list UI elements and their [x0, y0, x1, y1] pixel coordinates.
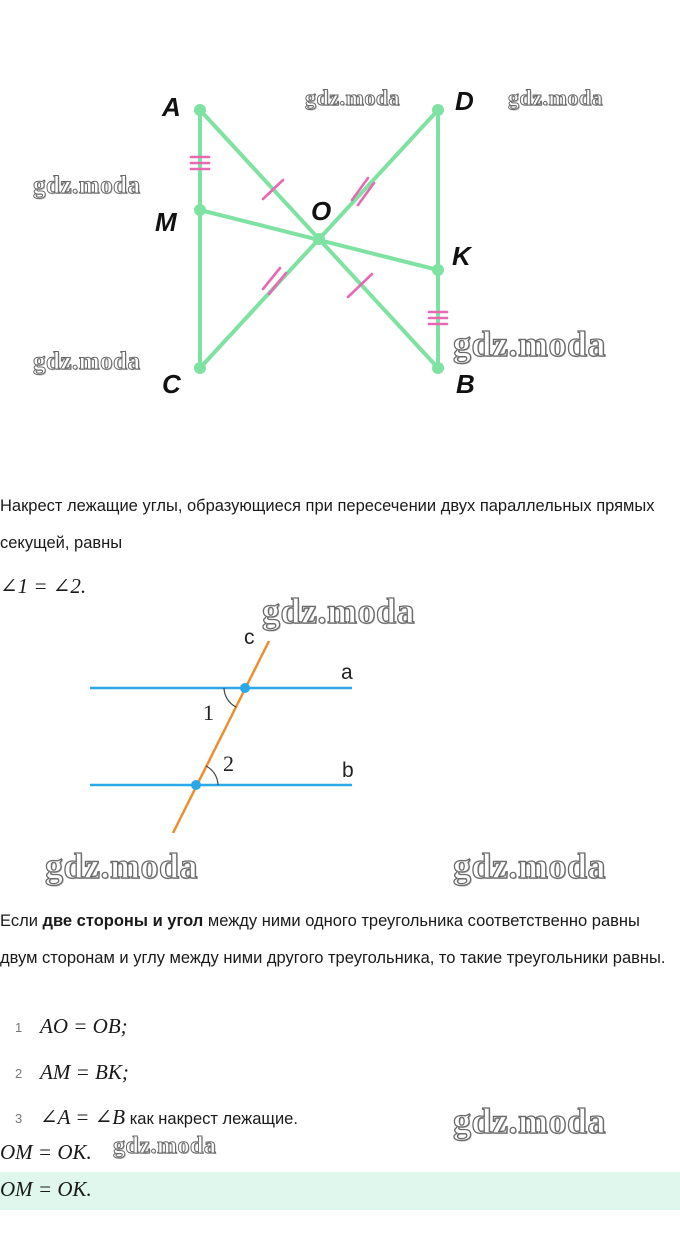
- watermark: gdz.moda: [113, 1133, 217, 1159]
- label-b: B: [456, 369, 475, 399]
- sas-text-bold: две стороны и угол: [42, 912, 204, 930]
- watermark: gdz.moda: [305, 85, 401, 110]
- point-a: [194, 104, 206, 116]
- list-equation: ∠A = ∠B: [40, 1105, 126, 1129]
- point-k: [432, 264, 444, 276]
- label-a: A: [162, 92, 181, 122]
- point-m: [194, 204, 206, 216]
- label-k: K: [452, 241, 471, 271]
- answer-box: [0, 1172, 680, 1210]
- label-o: O: [311, 196, 332, 226]
- angle-1-arc: [224, 688, 236, 707]
- conclusion-equation: OM = OK.: [0, 1140, 92, 1164]
- equation-angles: ∠1 = ∠2.: [0, 574, 87, 598]
- watermark: gdz.moda: [508, 85, 604, 110]
- watermark: gdz.moda: [453, 1101, 607, 1141]
- label-angle-1: 1: [203, 700, 214, 725]
- angle-2-arc: [206, 766, 218, 785]
- list-text: как накрест лежащие.: [125, 1110, 298, 1128]
- watermark: gdz.moda: [262, 591, 416, 631]
- list-equation: AM = BK;: [40, 1060, 129, 1084]
- label-line-a: a: [341, 661, 353, 684]
- list-equation: AO = OB;: [40, 1014, 128, 1038]
- label-d: D: [455, 86, 474, 116]
- sas-text-end: между ними одного треугольника соответственно равны двум сторонам и углу между ними другого треугольника, то такие треугольники равны.: [0, 912, 666, 967]
- sas-text-start: Если: [0, 912, 43, 930]
- label-line-c: c: [244, 626, 255, 649]
- point-b: [432, 362, 444, 374]
- watermark: gdz.moda: [33, 172, 141, 199]
- theorem-text-alternate-angles: Накрест лежащие углы, образующиеся при пересечении двух параллельных прямых секущей, равны: [0, 497, 655, 552]
- parallel-lines-figure: [0, 620, 680, 840]
- secant-c: [173, 641, 269, 833]
- watermark: gdz.moda: [453, 846, 607, 886]
- intersection-b: [191, 780, 201, 790]
- list-number: 1: [15, 1020, 23, 1035]
- list-number: 3: [15, 1111, 23, 1126]
- label-c: C: [162, 369, 181, 399]
- list-number: 2: [15, 1066, 23, 1081]
- point-d: [432, 104, 444, 116]
- watermark: gdz.moda: [33, 348, 141, 375]
- intersection-a: [240, 683, 250, 693]
- label-line-b: b: [342, 759, 354, 782]
- point-c: [194, 362, 206, 374]
- theorem-text-sas: [0, 903, 676, 977]
- answer-equation: OM = OK.: [0, 1177, 92, 1201]
- watermark: gdz.moda: [453, 324, 607, 364]
- watermark: gdz.moda: [45, 846, 199, 886]
- label-m: M: [155, 207, 177, 237]
- point-o: [313, 233, 325, 245]
- label-angle-2: 2: [223, 751, 234, 776]
